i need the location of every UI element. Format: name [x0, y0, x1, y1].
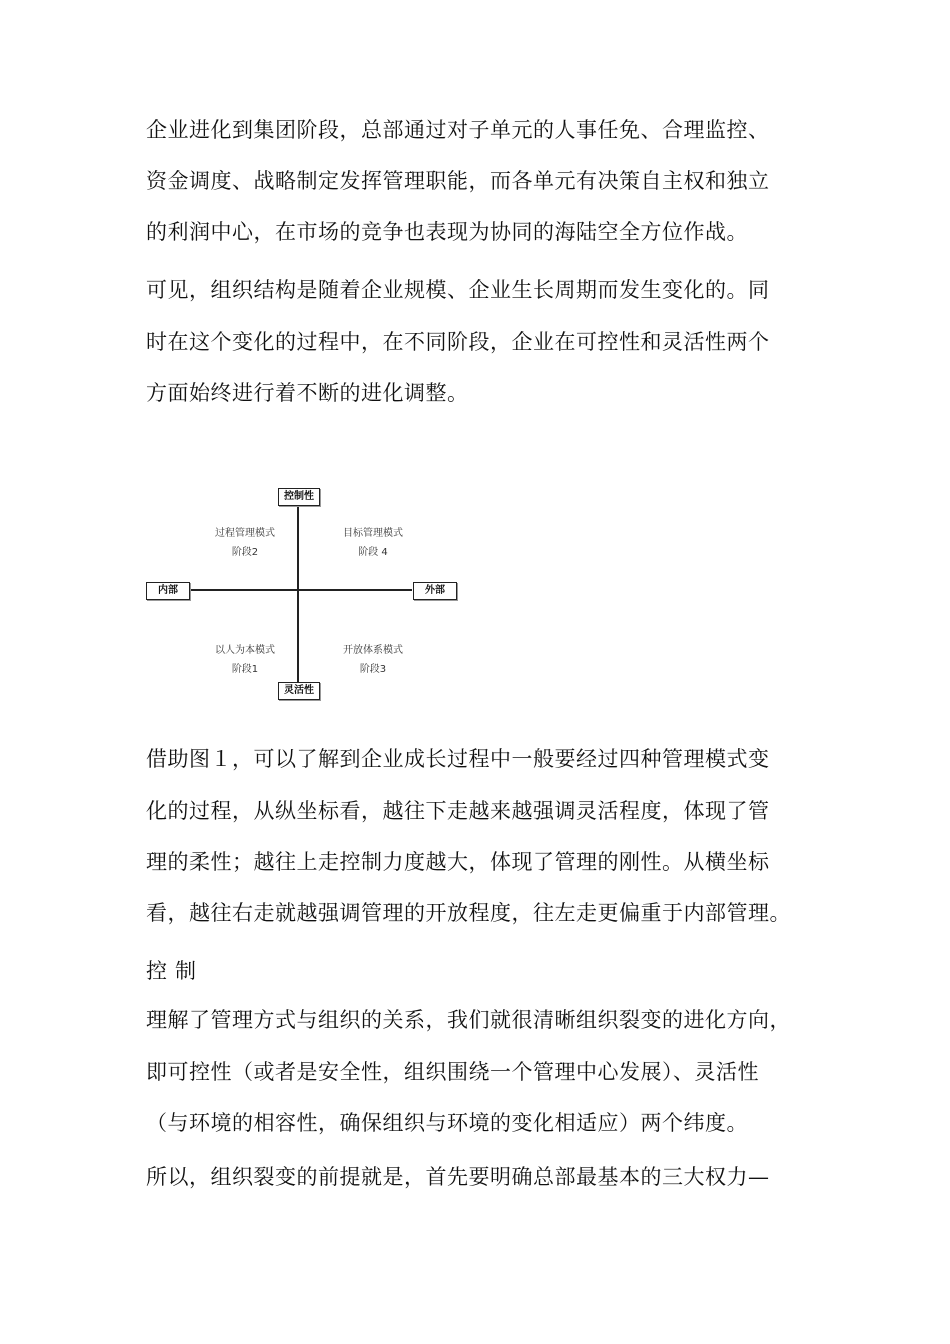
- paragraph-3-line-3: 理的柔性；越往上走控制力度越大，体现了管理的刚性。从横坐标: [146, 850, 770, 874]
- horizontal-axis: [190, 589, 412, 591]
- quadrant-stage-label: 阶段1: [231, 664, 259, 675]
- paragraph-2-line-1: 可见，组织结构是随着企业规模、企业生长周期而发生变化的。同: [146, 278, 770, 302]
- quadrant-stage-label: 阶段 4: [358, 547, 388, 558]
- vertical-axis: [297, 506, 299, 683]
- section-heading: 控制: [146, 959, 204, 983]
- quadrant-mode-label: 以人为本模式: [215, 645, 275, 656]
- quadrant-bottom-left: [200, 641, 290, 679]
- paragraph-3-line-4: 看，越往右走就越强调管理的开放程度，往左走更偏重于内部管理。: [146, 901, 791, 925]
- paragraph-1-line-2: 资金调度、战略制定发挥管理职能，而各单元有决策自主权和独立: [146, 169, 770, 193]
- quadrant-mode-label: 过程管理模式: [215, 528, 275, 539]
- paragraph-5-line-1: 所以，组织裂变的前提就是，首先要明确总部最基本的三大权力—: [146, 1165, 770, 1189]
- quadrant-bottom-right: [328, 641, 418, 679]
- paragraph-4-line-1: 理解了管理方式与组织的关系，我们就很清晰组织裂变的进化方向，: [146, 1008, 791, 1032]
- quadrant-stage-label: 阶段2: [231, 547, 259, 558]
- quadrant-top-left: [200, 524, 290, 562]
- paragraph-1-line-1: 企业进化到集团阶段，总部通过对子单元的人事任免、合理监控、: [146, 118, 770, 142]
- paragraph-2-line-2: 时在这个变化的过程中，在不同阶段，企业在可控性和灵活性两个: [146, 330, 770, 354]
- paragraph-4-line-3: （与环境的相容性，确保组织与环境的变化相适应）两个纬度。: [146, 1111, 748, 1135]
- axis-label-control: 控制性: [278, 488, 320, 506]
- axis-label-flexibility: 灵活性: [278, 682, 320, 700]
- quadrant-mode-label: 目标管理模式: [343, 528, 403, 539]
- management-mode-diagram: [140, 480, 470, 710]
- paragraph-3-line-2: 化的过程，从纵坐标看，越往下走越来越强调灵活程度，体现了管: [146, 799, 770, 823]
- quadrant-mode-label: 开放体系模式: [343, 645, 403, 656]
- paragraph-4-line-2: 即可控性（或者是安全性，组织围绕一个管理中心发展）、灵活性: [146, 1060, 759, 1084]
- quadrant-stage-label: 阶段3: [359, 664, 387, 675]
- axis-label-external: 外部: [413, 582, 457, 600]
- quadrant-top-right: [328, 524, 418, 562]
- paragraph-2-line-3: 方面始终进行着不断的进化调整。: [146, 381, 469, 405]
- axis-label-internal: 内部: [146, 582, 190, 600]
- paragraph-1-line-3: 的利润中心，在市场的竞争也表现为协同的海陆空全方位作战。: [146, 220, 748, 244]
- paragraph-3-line-1: 借助图１，可以了解到企业成长过程中一般要经过四种管理模式变: [146, 747, 770, 771]
